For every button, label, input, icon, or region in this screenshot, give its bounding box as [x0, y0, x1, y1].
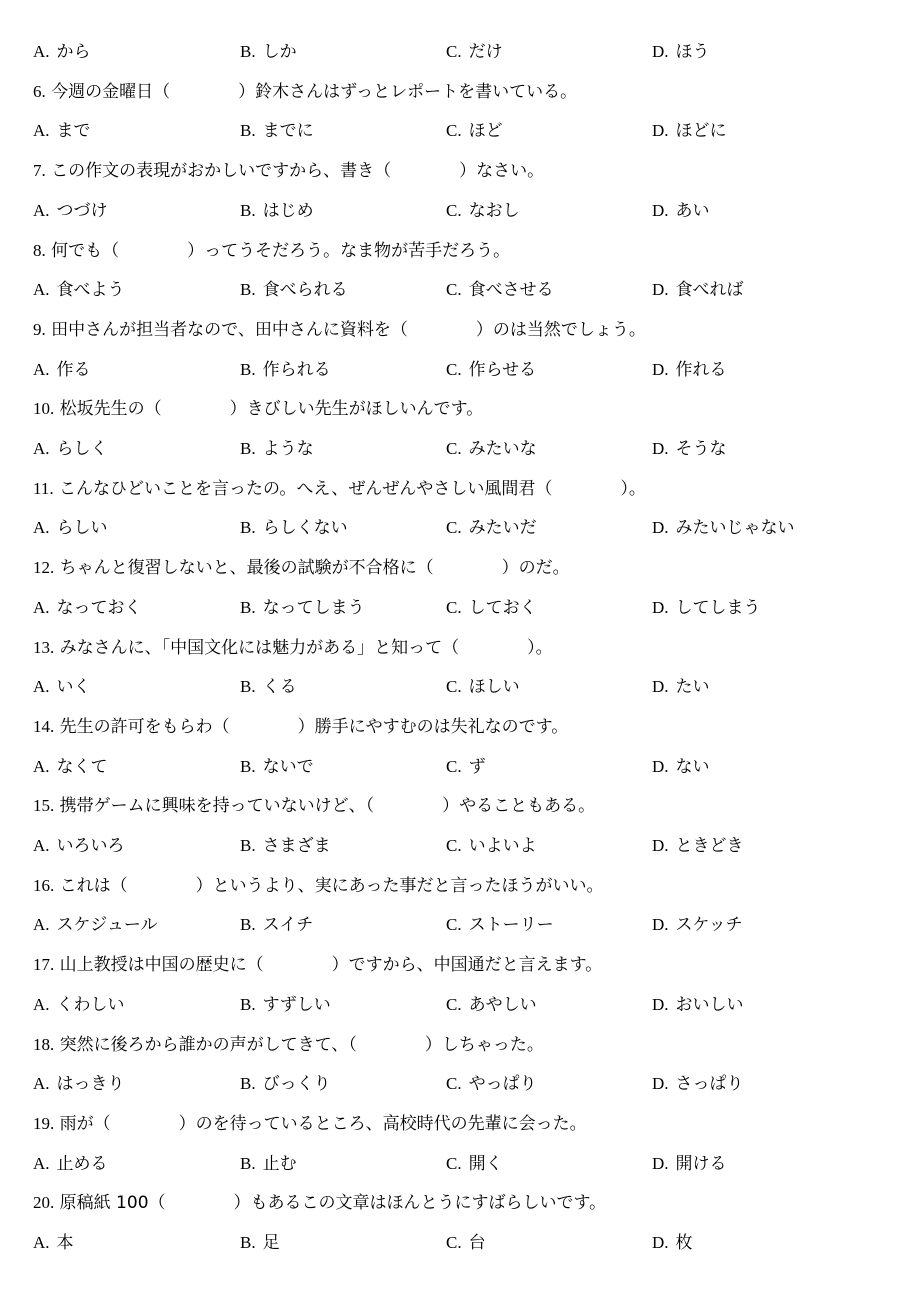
option-text: あい: [675, 200, 710, 221]
option-text: つづけ: [56, 200, 108, 221]
answer-option-b: [240, 913, 313, 937]
option-letter: C.: [446, 597, 462, 617]
option-letter: D.: [652, 42, 669, 61]
option-letter: A.: [33, 518, 50, 538]
option-text: スケジュール: [56, 915, 158, 936]
option-text: 食べよう: [56, 280, 125, 301]
answer-option-b: [240, 437, 314, 461]
question-stem: [33, 556, 570, 580]
option-letter: B.: [240, 1153, 256, 1173]
answer-option-d: [652, 119, 727, 143]
answer-option-c: [446, 1152, 503, 1176]
option-text: までに: [262, 121, 314, 142]
answer-option-a: [33, 596, 142, 620]
question-text: 原稿紙 100（ ）もあるこの文章はほんとうにすばらしいです。: [59, 1193, 607, 1214]
option-text: くわしい: [56, 994, 125, 1015]
answer-option-c: [446, 1231, 486, 1255]
option-text: ず: [468, 756, 486, 777]
option-text: みたいじゃない: [675, 518, 795, 539]
option-text: 作られる: [262, 359, 331, 380]
option-text: そうな: [675, 439, 727, 459]
answer-option-c: [446, 834, 537, 858]
answer-option-d: [652, 1231, 693, 1255]
question-stem: [33, 636, 553, 660]
answer-option-d: [652, 755, 710, 779]
answer-option-c: [446, 437, 537, 461]
answer-option-d: [652, 675, 710, 699]
option-letter: A.: [33, 121, 50, 141]
answer-option-d: [652, 596, 761, 620]
question-number: 13.: [33, 637, 55, 657]
option-letter: C.: [446, 359, 462, 379]
option-text: らしくない: [262, 518, 348, 539]
option-text: ないで: [262, 756, 314, 777]
option-text: まで: [56, 121, 91, 142]
option-text: たい: [675, 677, 710, 698]
option-text: いく: [56, 677, 91, 698]
option-letter: C.: [446, 1074, 462, 1094]
option-letter: A.: [33, 359, 50, 379]
option-letter: A.: [33, 756, 50, 776]
answer-option-a: [33, 1072, 125, 1096]
question-text: 先生の許可をもらわ（ ）勝手にやすむのは失礼なのです。: [59, 716, 569, 737]
option-text: から: [56, 42, 91, 62]
option-text: なくて: [56, 756, 108, 777]
answer-option-a: [33, 675, 91, 699]
answer-option-b: [240, 596, 365, 620]
answer-option-c: [446, 675, 520, 699]
answer-option-d: [652, 913, 743, 937]
answer-option-c: [446, 278, 554, 302]
question-number: 8.: [33, 240, 46, 260]
option-text: 止む: [262, 1153, 297, 1174]
option-text: 作る: [56, 359, 91, 380]
option-letter: C.: [446, 121, 462, 141]
answer-option-d: [652, 358, 727, 382]
question-stem: [33, 80, 577, 104]
option-text: 開ける: [675, 1153, 727, 1174]
option-letter: D.: [652, 915, 669, 935]
option-text: ほどに: [675, 121, 727, 142]
option-text: みたいだ: [468, 518, 537, 539]
option-text: 枚: [675, 1233, 693, 1253]
question-stem: [33, 1033, 544, 1057]
option-letter: C.: [446, 42, 462, 61]
option-letter: D.: [652, 1153, 669, 1173]
answer-option-c: [446, 596, 537, 620]
answer-option-a: [33, 40, 91, 64]
answer-option-b: [240, 40, 297, 64]
question-number: 6.: [33, 81, 46, 101]
question-stem: [33, 874, 604, 898]
option-letter: A.: [33, 836, 50, 855]
option-letter: C.: [446, 439, 462, 458]
option-text: ストーリー: [468, 915, 554, 936]
question-number: 17.: [33, 955, 55, 975]
question-text: これは（ ）というより、実にあった事だと言ったほうがいい。: [59, 875, 604, 896]
option-letter: C.: [446, 1233, 462, 1252]
answer-option-a: [33, 119, 91, 143]
option-letter: C.: [446, 1153, 462, 1173]
option-text: 止める: [56, 1153, 108, 1174]
question-stem: [33, 318, 646, 342]
option-text: らしく: [56, 439, 108, 459]
question-text: この作文の表現がおかしいですから、書き（ ）なさい。: [51, 161, 545, 182]
option-text: ほう: [675, 42, 710, 62]
answer-option-d: [652, 993, 744, 1017]
answer-option-c: [446, 119, 503, 143]
option-text: らしい: [56, 518, 108, 539]
question-stem: [33, 397, 483, 421]
question-text: こんなひどいことを言ったの。へえ、ぜんぜんやさしい風間君（ ）。: [59, 478, 646, 499]
option-letter: B.: [240, 1233, 256, 1252]
question-stem: [33, 794, 595, 818]
answer-option-a: [33, 278, 125, 302]
option-text: 食べられる: [262, 280, 348, 301]
option-letter: A.: [33, 280, 50, 300]
option-letter: D.: [652, 1074, 669, 1094]
question-stem: [33, 1112, 587, 1136]
answer-option-d: [652, 40, 710, 64]
question-text: みなさんに、「中国文化には魅力がある」と知って（ ）。: [59, 637, 553, 658]
option-text: さまざま: [262, 836, 331, 856]
option-letter: D.: [652, 518, 669, 538]
option-letter: C.: [446, 677, 462, 697]
answer-option-c: [446, 755, 486, 779]
option-text: しておく: [468, 597, 537, 618]
option-letter: B.: [240, 42, 256, 61]
option-text: してしまう: [675, 597, 761, 618]
answer-option-b: [240, 278, 348, 302]
answer-option-a: [33, 516, 108, 540]
option-text: ときどき: [675, 836, 744, 856]
question-text: 田中さんが担当者なので、田中さんに資料を（ ）のは当然でしょう。: [51, 319, 646, 340]
answer-option-c: [446, 358, 536, 382]
answer-option-a: [33, 437, 108, 461]
question-text: 今週の金曜日（ ）鈴木さんはずっとレポートを書いている。: [51, 81, 578, 102]
answer-option-b: [240, 1231, 280, 1255]
option-text: 台: [468, 1233, 486, 1253]
answer-option-d: [652, 437, 727, 461]
option-letter: C.: [446, 518, 462, 538]
answer-option-b: [240, 119, 314, 143]
option-letter: B.: [240, 518, 256, 538]
option-text: さっぱり: [675, 1074, 744, 1095]
answer-option-d: [652, 1072, 744, 1096]
answer-option-b: [240, 1072, 331, 1096]
option-letter: C.: [446, 915, 462, 935]
answer-option-c: [446, 1072, 537, 1096]
question-number: 9.: [33, 319, 46, 339]
question-text: 何でも（ ）ってうそだろう。なま物が苦手だろう。: [51, 240, 511, 261]
option-letter: A.: [33, 42, 50, 61]
option-letter: A.: [33, 1233, 50, 1252]
option-letter: D.: [652, 280, 669, 300]
option-letter: A.: [33, 439, 50, 458]
option-letter: B.: [240, 836, 256, 855]
question-number: 18.: [33, 1034, 55, 1054]
option-letter: A.: [33, 1074, 50, 1094]
answer-option-c: [446, 516, 537, 540]
answer-option-b: [240, 755, 314, 779]
question-stem: [33, 159, 544, 183]
option-text: いろいろ: [56, 836, 125, 856]
answer-option-d: [652, 278, 744, 302]
question-number: 15.: [33, 796, 55, 816]
option-text: はっきり: [56, 1074, 125, 1095]
option-letter: B.: [240, 597, 256, 617]
option-text: 足: [262, 1233, 280, 1253]
option-letter: D.: [652, 597, 669, 617]
option-letter: A.: [33, 677, 50, 697]
option-letter: C.: [446, 280, 462, 300]
question-text: 突然に後ろから誰かの声がしてきて、（ ）しちゃった。: [59, 1034, 544, 1055]
answer-option-b: [240, 834, 331, 858]
question-stem: [33, 239, 510, 263]
option-letter: B.: [240, 359, 256, 379]
answer-option-c: [446, 993, 537, 1017]
answer-option-b: [240, 1152, 297, 1176]
answer-option-d: [652, 1152, 727, 1176]
answer-option-a: [33, 755, 108, 779]
option-letter: A.: [33, 994, 50, 1014]
option-text: やっぱり: [468, 1074, 537, 1095]
option-letter: B.: [240, 994, 256, 1014]
question-text: 携帯ゲームに興味を持っていないけど、（ ）やることもある。: [59, 796, 596, 817]
answer-option-a: [33, 1231, 74, 1255]
option-text: みたいな: [468, 439, 537, 459]
answer-option-a: [33, 834, 125, 858]
option-text: びっくり: [262, 1074, 331, 1095]
option-text: なっておく: [56, 597, 142, 618]
answer-option-b: [240, 358, 331, 382]
option-text: しか: [262, 42, 297, 62]
option-letter: B.: [240, 280, 256, 300]
answer-option-d: [652, 516, 795, 540]
answer-option-b: [240, 516, 348, 540]
question-number: 14.: [33, 716, 55, 736]
option-text: いよいよ: [468, 836, 537, 856]
question-number: 11.: [33, 478, 54, 498]
option-text: はじめ: [262, 200, 314, 221]
option-letter: B.: [240, 1074, 256, 1094]
answer-option-a: [33, 358, 91, 382]
option-text: 作らせる: [468, 359, 537, 380]
question-text: 松坂先生の（ ）きびしい先生がほしいんです。: [59, 399, 484, 420]
option-letter: D.: [652, 439, 669, 458]
question-stem: [33, 715, 568, 739]
option-letter: A.: [33, 1153, 50, 1173]
option-letter: C.: [446, 756, 462, 776]
question-number: 19.: [33, 1113, 55, 1133]
option-text: ほど: [468, 121, 503, 142]
answer-option-b: [240, 675, 297, 699]
option-letter: B.: [240, 121, 256, 141]
question-number: 12.: [33, 558, 55, 578]
option-text: ほしい: [468, 677, 520, 698]
option-text: なおし: [468, 200, 520, 221]
question-number: 10.: [33, 399, 55, 419]
question-stem: [33, 1191, 606, 1215]
answer-option-a: [33, 1152, 108, 1176]
option-letter: D.: [652, 1233, 669, 1252]
option-text: 食べさせる: [468, 280, 554, 301]
option-letter: A.: [33, 915, 50, 935]
option-letter: C.: [446, 836, 462, 855]
answer-option-a: [33, 913, 158, 937]
question-text: 雨が（ ）のを待っているところ、高校時代の先輩に会った。: [59, 1113, 587, 1134]
option-letter: D.: [652, 200, 669, 220]
answer-option-b: [240, 199, 314, 223]
option-text: くる: [262, 677, 297, 698]
answer-option-b: [240, 993, 331, 1017]
option-letter: D.: [652, 756, 669, 776]
option-letter: A.: [33, 597, 50, 617]
option-letter: B.: [240, 915, 256, 935]
option-text: スケッチ: [675, 915, 743, 936]
option-text: おいしい: [675, 994, 744, 1015]
answer-option-a: [33, 199, 108, 223]
answer-option-d: [652, 834, 744, 858]
question-stem: [33, 477, 646, 501]
option-text: ない: [675, 756, 710, 777]
option-text: なってしまう: [262, 597, 365, 618]
option-text: 食べれば: [675, 280, 744, 301]
answer-option-c: [446, 199, 520, 223]
option-text: 本: [56, 1233, 74, 1253]
option-letter: D.: [652, 836, 669, 855]
option-text: すずしい: [262, 994, 331, 1015]
question-number: 16.: [33, 875, 55, 895]
option-letter: D.: [652, 994, 669, 1014]
question-text: 山上教授は中国の歴史に（ ）ですから、中国通だと言えます。: [59, 955, 603, 976]
option-letter: C.: [446, 994, 462, 1014]
option-text: 開く: [468, 1153, 503, 1174]
answer-option-c: [446, 40, 503, 64]
option-text: スイチ: [262, 915, 314, 936]
question-number: 7.: [33, 161, 46, 181]
question-text: ちゃんと復習しないと、最後の試験が不合格に（ ）のだ。: [59, 558, 570, 579]
option-letter: B.: [240, 200, 256, 220]
answer-option-c: [446, 913, 554, 937]
option-letter: D.: [652, 677, 669, 697]
option-letter: C.: [446, 200, 462, 220]
option-letter: B.: [240, 439, 256, 458]
option-letter: B.: [240, 756, 256, 776]
question-stem: [33, 953, 602, 977]
option-text: だけ: [468, 42, 503, 62]
answer-option-a: [33, 993, 125, 1017]
option-letter: D.: [652, 121, 669, 141]
option-text: あやしい: [468, 994, 537, 1015]
option-letter: D.: [652, 359, 669, 379]
option-text: ような: [262, 439, 314, 459]
question-number: 20.: [33, 1193, 55, 1213]
option-letter: A.: [33, 200, 50, 220]
answer-option-d: [652, 199, 710, 223]
option-text: 作れる: [675, 359, 727, 380]
option-letter: B.: [240, 677, 256, 697]
